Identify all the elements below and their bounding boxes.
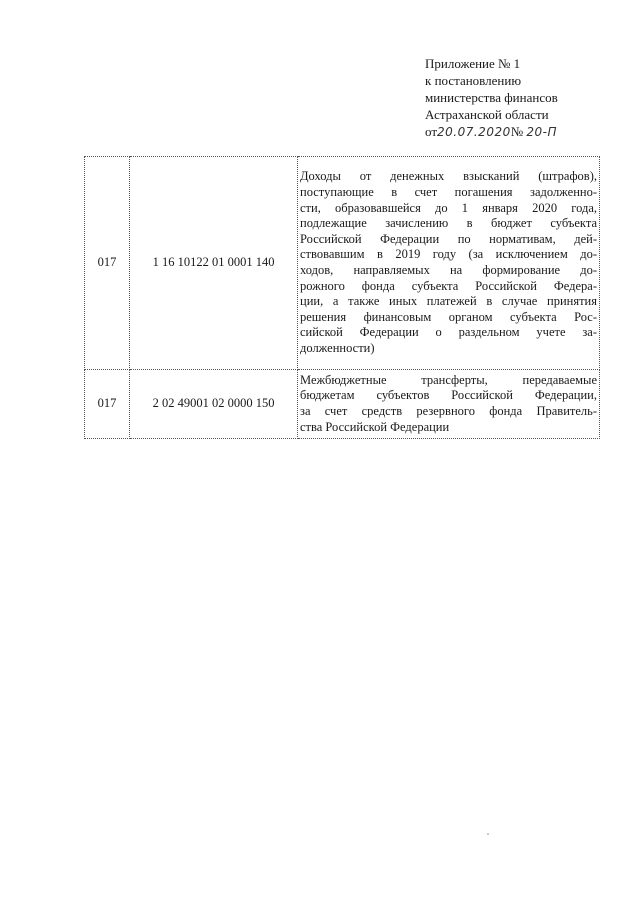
table-row	[85, 370, 600, 439]
description-line: долженности)	[300, 340, 375, 355]
description-line: бюджетам субъектов Российской Федерации,	[300, 388, 597, 403]
description-line: Российской Федерации по нормативам, дей-	[300, 231, 597, 246]
description-line: сти, образовавшейся до 1 января 2020 года,	[300, 200, 597, 215]
handwritten-date: 20.07.2020	[437, 125, 511, 139]
admin-code-cell: 017	[85, 157, 130, 370]
description-cell	[298, 370, 600, 439]
description-line: ства Российской Федерации	[300, 419, 450, 434]
appendix-date-number	[425, 123, 625, 141]
appendix-resolution-ref: к постановлению	[425, 73, 522, 88]
description-line: ствовавшим в 2019 году (за исключением до-	[300, 247, 597, 262]
budget-code-cell: 1 16 10122 01 0001 140	[130, 157, 298, 370]
appendix-region: Астраханской области	[425, 107, 549, 122]
description-line: поступающие в счет погашения задолженно-	[300, 185, 597, 200]
description-cell	[298, 157, 600, 370]
description-line: ции, а также иных платежей в случае принятия	[300, 294, 597, 309]
revenue-codes-table	[84, 156, 600, 439]
description-line: сийской Федерации о раздельном учете за-	[300, 325, 597, 340]
appendix-title: Приложение № 1	[425, 56, 521, 71]
budget-code-cell: 2 02 49001 02 0000 150	[130, 370, 298, 439]
description-line: рожного фонда субъекта Российской Федера-	[300, 278, 597, 293]
description-line: решения финансовым органом субъекта Рос-	[300, 309, 597, 324]
scan-speck	[487, 833, 489, 835]
description-line: Межбюджетные трансферты, передаваемые	[300, 372, 597, 387]
description-line: подлежащие зачислению в бюджет субъекта	[300, 216, 597, 231]
admin-code-cell: 017	[85, 370, 130, 439]
description-line: ходов, направляемых на формирование до-	[300, 263, 597, 277]
appendix-ministry: министерства финансов	[425, 90, 558, 105]
handwritten-number: 20-П	[526, 125, 558, 139]
description-line: за счет средств резервного фонда Правитель-	[300, 404, 597, 418]
number-sign: №	[510, 124, 524, 139]
table-row	[85, 157, 600, 370]
description-line: Доходы от денежных взысканий (штрафов),	[300, 169, 597, 184]
appendix-header	[425, 55, 625, 141]
date-prefix: от	[425, 124, 438, 139]
